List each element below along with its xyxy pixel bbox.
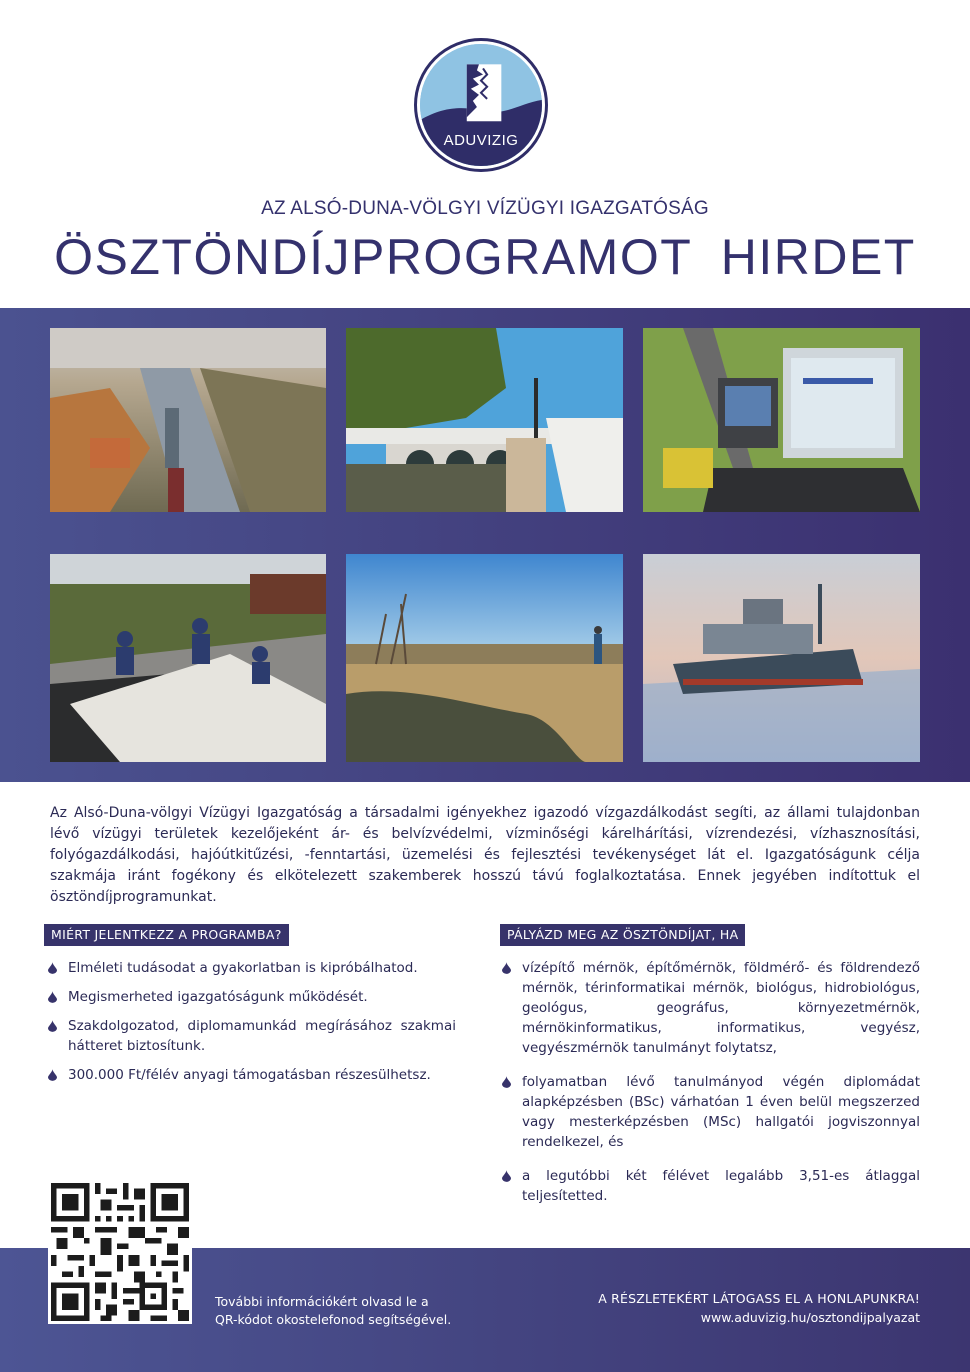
qr-instructions: További információkért olvasd le a QR-kódot okostelefonod segítségével. <box>215 1294 452 1327</box>
water-drop-icon <box>48 962 57 974</box>
list-item: Szakdolgozatod, diplomamunkád megírásához szakmai hátteret biztosítunk. <box>46 1016 456 1056</box>
website-cta <box>598 1290 920 1328</box>
photo-aerial-city-harbor <box>50 328 326 512</box>
list-item: a legutóbbi két félévet legalább 3,51-es átlaggal teljesítetted. <box>500 1166 920 1206</box>
intro-paragraph: Az Alsó-Duna-völgyi Vízügyi Igazgatóság a társadalmi igényekhez igazodó vízgazdálkodást segíti, az állami tulajdonban lévő vízügyi területek kezelőjeként ár- és belvízvédelmi, vízminőségi kárelhárítási, vízrendezési, vízhasznosítási, folyógazdálkodási, hajóútkitűzési, -fenntartási, üzemelési és fejlesztési tevékenységet lát el. Igazgatóságunk célja szakmája iránt fogékony és elkötelezett szakemberek hosszú távú foglalkoztatása. Ennek jegyében indítottuk el ösztöndíjprogramunkat. <box>50 805 920 905</box>
water-drop-icon <box>48 1069 57 1081</box>
page-title: ÖSZTÖNDÍJPROGRAMOT HIRDET <box>54 229 916 285</box>
list-item: 300.000 Ft/félév anyagi támogatásban részesülhetsz. <box>46 1065 456 1085</box>
list-item: folyamatban lévő tanulmányod végén diplomádat alapképzésben (BSc) várhatóan 1 éven belül megszerzed vagy mesterképzésben (MSc) hallgatói jogviszonnyal rendelkezel, és <box>500 1072 920 1152</box>
qr-code-icon <box>51 1183 189 1321</box>
website-link[interactable]: www.aduvizig.hu/osztondijpalyazat <box>700 1310 920 1325</box>
apply-heading: PÁLYÁZD MEG AZ ÖSZTÖNDÍJAT, HA <box>500 924 745 946</box>
water-drop-icon <box>48 991 57 1003</box>
qr-code[interactable] <box>48 1180 192 1324</box>
list-item: Megismerheted igazgatóságunk működését. <box>46 987 456 1007</box>
why-heading: MIÉRT JELENTKEZZ A PROGRAMBA? <box>44 924 289 946</box>
water-drop-icon <box>502 1170 511 1182</box>
apply-list <box>500 958 920 1215</box>
why-list <box>46 958 456 1094</box>
list-item: Elméleti tudásodat a gyakorlatban is kipróbálhatod. <box>46 958 456 978</box>
photo-sandbag-workers <box>50 554 326 762</box>
aduvizig-logo <box>414 38 548 172</box>
photo-lock-bridge <box>346 328 623 512</box>
photo-field-laptop <box>643 328 920 512</box>
photo-icebreaker-ship <box>643 554 920 762</box>
water-drop-icon <box>502 1076 511 1088</box>
logo-text: ADUVIZIG <box>443 132 519 149</box>
organization-name: AZ ALSÓ-DUNA-VÖLGYI VÍZÜGYI IGAZGATÓSÁG <box>261 198 709 219</box>
water-drop-icon <box>48 1020 57 1032</box>
list-item: vízépítő mérnök, építőmérnök, földmérő- és földrendező mérnök, térinformatikai mérnök, biológus, hidrobiológus, geológus, geográfus, környezetmérnök, mérnökinformatikus, informatikus, vegyész, vegyészmérnök tanulmányt folytatsz, <box>500 958 920 1058</box>
water-drop-icon <box>502 962 511 974</box>
cta-heading: A RÉSZLETEKÉRT LÁTOGASS EL A HONLAPUNKRA! <box>598 1291 920 1306</box>
photo-canal-survey <box>346 554 623 762</box>
